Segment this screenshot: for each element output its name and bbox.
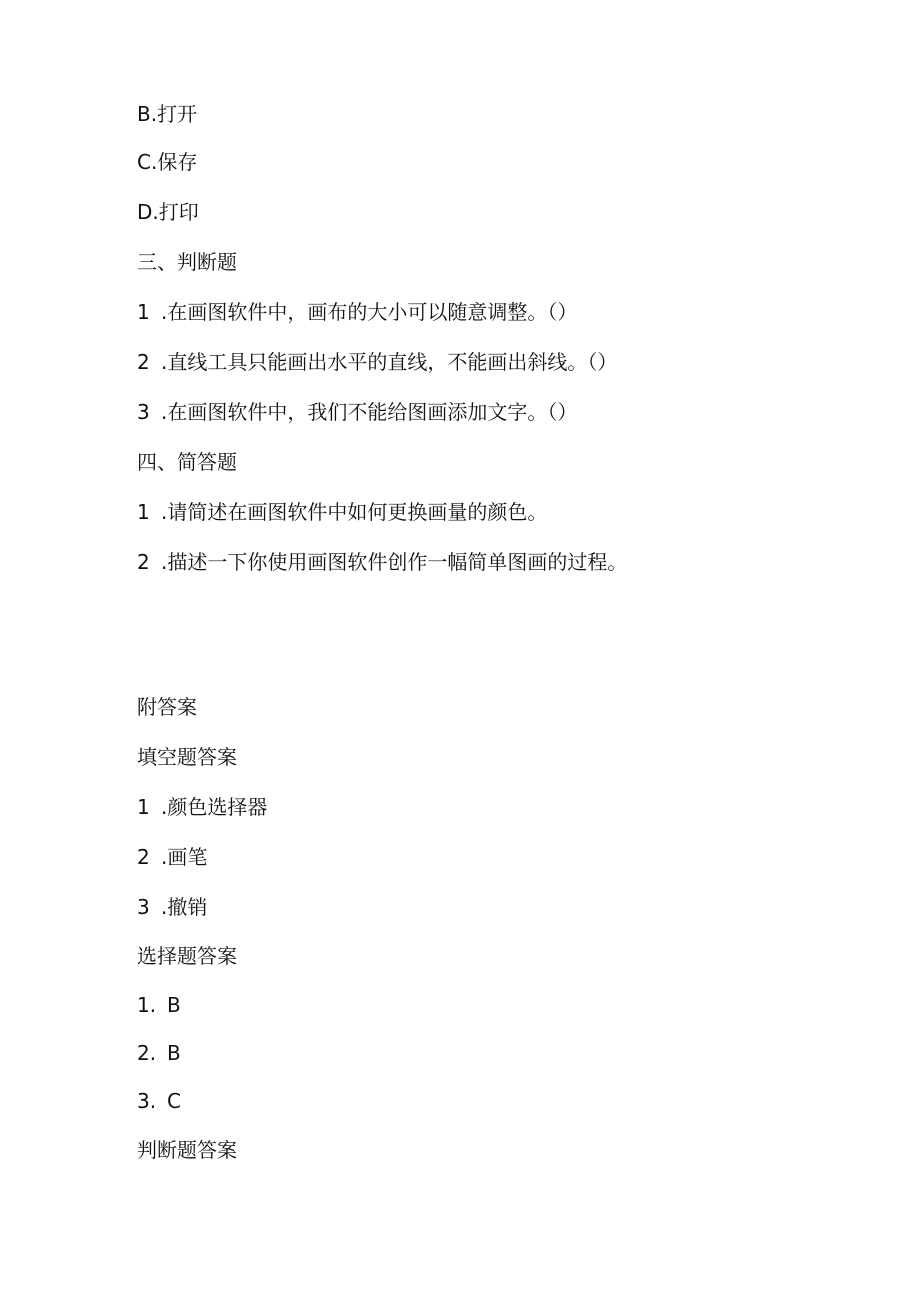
question-text: .请简述在画图软件中如何更换画量的颜色。 <box>161 500 548 524</box>
answer-number: 2. <box>137 1041 157 1065</box>
fill-answer-3 <box>137 893 207 921</box>
question-number: 1 <box>137 300 150 324</box>
choice-answer-3 <box>137 1087 181 1115</box>
question-number: 1 <box>137 500 150 524</box>
answer-text: .画笔 <box>161 845 208 869</box>
short-answer-question-1 <box>137 498 547 526</box>
judge-question-3 <box>137 398 577 426</box>
judge-question-2 <box>137 348 617 376</box>
choice-answer-1 <box>137 991 181 1019</box>
answer-text: .颜色选择器 <box>161 795 268 819</box>
choice-answer-2 <box>137 1039 181 1067</box>
question-number: 2 <box>137 550 150 574</box>
answer-number: 1. <box>137 993 157 1017</box>
question-text: .描述一下你使用画图软件创作一幅简单图画的过程。 <box>161 550 628 574</box>
judge-section-heading: 三、判断题 <box>137 250 237 274</box>
fill-answers-heading: 填空题答案 <box>137 745 237 769</box>
answer-number: 3. <box>137 1089 157 1113</box>
fill-answer-2 <box>137 843 207 871</box>
question-text: .在画图软件中，画布的大小可以随意调整。（） <box>161 300 578 324</box>
answer-text: .撤销 <box>161 895 208 919</box>
choice-option-b: B.打开 <box>137 102 198 126</box>
choice-option-d: D.打印 <box>137 200 199 224</box>
judge-question-1 <box>137 298 577 326</box>
short-answer-question-2 <box>137 548 627 576</box>
question-text: .直线工具只能画出水平的直线，不能画出斜线。（） <box>161 350 618 374</box>
question-text: .在画图软件中，我们不能给图画添加文字。（） <box>161 400 578 424</box>
question-number: 2 <box>137 350 150 374</box>
choice-option-c: C.保存 <box>137 150 198 174</box>
answers-title: 附答案 <box>137 695 197 719</box>
question-number: 3 <box>137 400 150 424</box>
fill-answer-1 <box>137 793 267 821</box>
answer-text: C <box>167 1089 181 1113</box>
answer-text: B <box>167 993 181 1017</box>
choice-answers-heading: 选择题答案 <box>137 944 237 968</box>
judge-answers-heading: 判断题答案 <box>137 1138 237 1162</box>
answer-number: 1 <box>137 795 150 819</box>
answer-number: 2 <box>137 845 150 869</box>
short-answer-section-heading: 四、简答题 <box>137 450 237 474</box>
answer-number: 3 <box>137 895 150 919</box>
answer-text: B <box>167 1041 181 1065</box>
